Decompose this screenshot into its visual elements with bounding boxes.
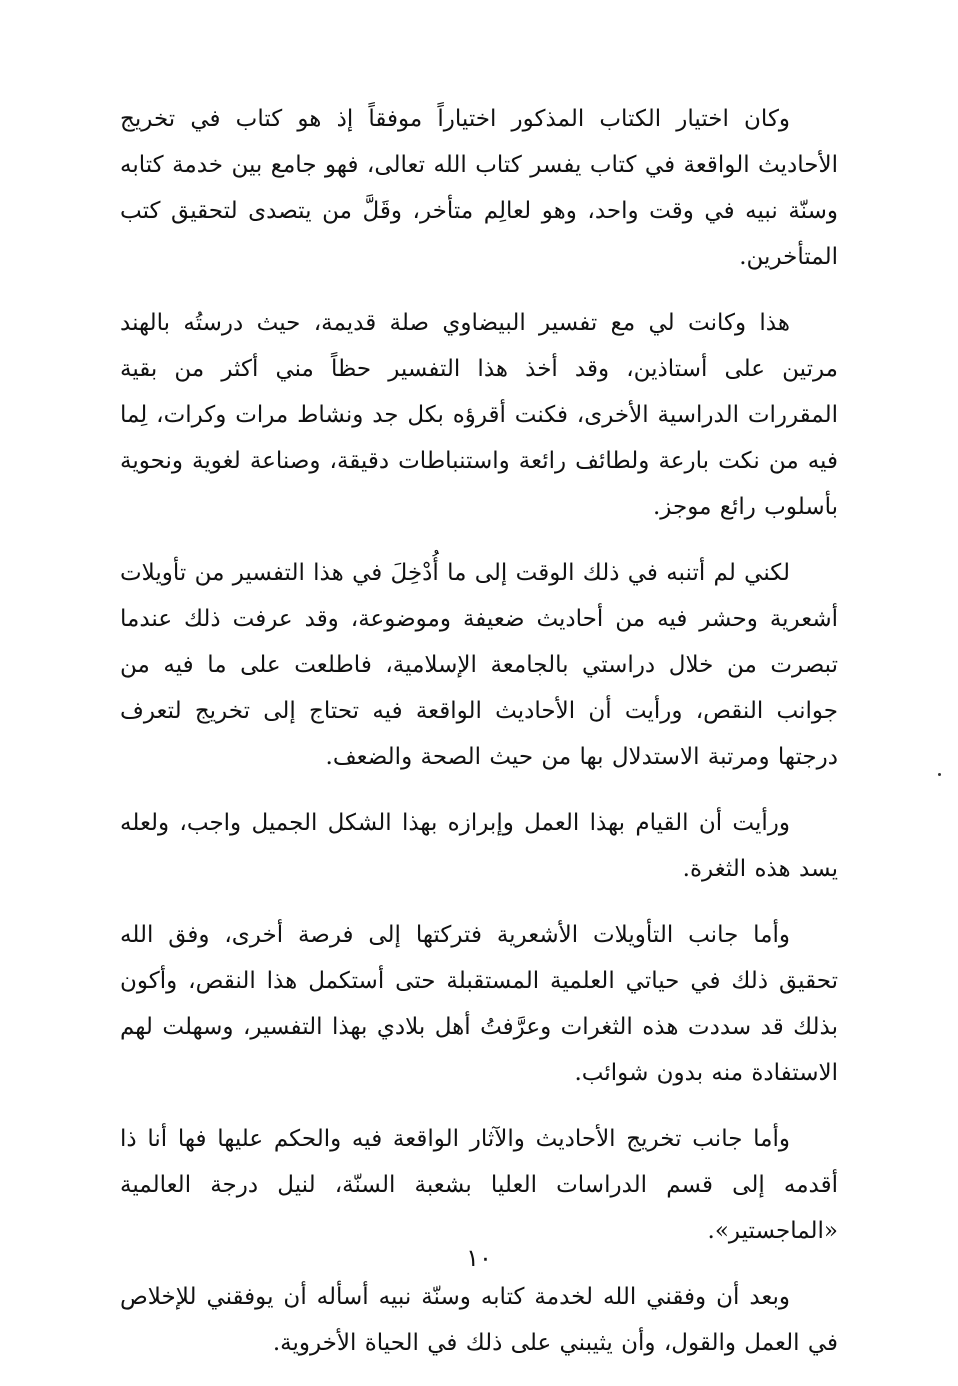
page-number: ١٠ <box>466 1244 492 1272</box>
paragraph-2: هذا وكانت لي مع تفسير البيضاوي صلة قديمة، حيث درستُه بالهند مرتين على أستاذين، وقد أخذ هذا التفسير حظاً مني أكثر من بقية المقررات الدراسية الأخرى، فكنت أقرؤه بكل جد ونشاط مرات وكرات، لِما فيه من نكت بارعة ولطائف رائعة واستنباطات دقيقة، وصناعة لغوية ونحوية بأسلوب رائع موجز. <box>120 310 838 520</box>
paragraph-6: وأما جانب تخريج الأحاديث والآثار الواقعة فيه والحكم عليها فها أنا ذا أقدمه إلى قسم الدراسات العليا بشعبة السنّة، لنيل درجة العالمية «الماجستير». <box>120 1126 838 1244</box>
paragraph-3: لكني لم أتنبه في ذلك الوقت إلى ما أُدْخِلَ في هذا التفسير من تأويلات أشعرية وحشر فيه من أحاديث ضعيفة وموضوعة، وقد عرفت ذلك عندما تبصرت من خلال دراستي بالجامعة الإسلامية، فاطلعت على ما فيه من جوانب النقص، ورأيت أن الأحاديث الواقعة فيه تحتاج إلى تخريج لتعرف درجتها ومرتبة الاستدلال بها من حيث الصحة والضعف. <box>119 560 838 770</box>
page-body <box>120 96 838 1386</box>
paragraph-1: وكان اختيار الكتاب المذكور اختياراً موفقاً إذ هو كتاب في تخريج الأحاديث الواقعة في كتاب يفسر كتاب الله تعالى، فهو جامع بين خدمة كتابه وسنّة نبيه في وقت واحد، وهو لعالِم متأخر، وقَلَّ من يتصدى لتحقيق كتب المتأخرين. <box>120 106 838 270</box>
paragraph-5: وأما جانب التأويلات الأشعرية فتركتها إلى فرصة أخرى، وفق الله تحقيق ذلك في حياتي العلمية المستقبلة حتى أستكمل هذا النقص، وأكون بذلك قد سددت هذه الثغرات وعرَّفتُ أهل بلادي بهذا التفسير، وسهلت لهم الاستفادة منه بدون شوائب. <box>120 922 838 1086</box>
paragraph-4: ورأيت أن القيام بهذا العمل وإبرازه بهذا الشكل الجميل واجب، ولعله يسد هذه الثغرة. <box>120 810 838 882</box>
scan-speck <box>938 773 941 776</box>
paragraph-7: وبعد أن وفقني الله لخدمة كتابه وسنّة نبيه أسأله أن يوفقني للإخلاص في العمل والقول، وأن يثيبني على ذلك في الحياة الأخروية. <box>120 1284 838 1356</box>
